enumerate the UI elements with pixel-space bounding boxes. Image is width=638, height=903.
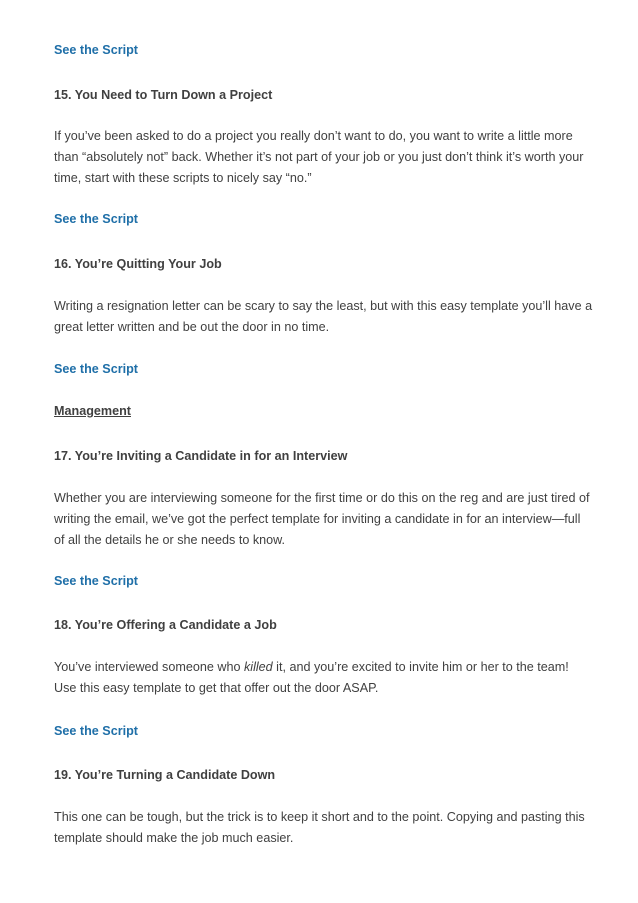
see-the-script-link-15[interactable]: See the Script: [54, 212, 138, 226]
paragraph-15: If you’ve been asked to do a project you really don’t want to do, you want to write a little more than “absolutely not” back. Whether it’s not part of your job or you just don’t think it’s worth your time, start with these scripts to nicely say “no.”: [54, 129, 584, 185]
paragraph-16: Writing a resignation letter can be scary to say the least, but with this easy template you’ll have a great letter written and be out the door in no time.: [54, 299, 593, 334]
heading-19: 19. You’re Turning a Candidate Down: [54, 768, 276, 782]
see-the-script-link-16[interactable]: See the Script: [54, 362, 138, 376]
paragraph-17: Whether you are interviewing someone for the first time or do this on the reg and are just tired of writing the email, we’ve got the perfect template for inviting a candidate in for an interview—full of all the details he or she needs to know.: [54, 491, 590, 547]
paragraph-18-emphasis: killed: [243, 660, 273, 674]
paragraph-18-text-start: You’ve interviewed someone who: [54, 660, 244, 674]
paragraph-18: [54, 657, 594, 699]
see-the-script-link-14[interactable]: See the Script: [54, 43, 138, 57]
heading-18: 18. You’re Offering a Candidate a Job: [54, 618, 277, 632]
paragraph-19: This one can be tough, but the trick is to keep it short and to the point. Copying and pasting this template should make the job much easier.: [54, 810, 585, 845]
heading-17: 17. You’re Inviting a Candidate in for an Interview: [54, 449, 348, 463]
paragraph-18-text-end: it, and you’re excited to invite him or her to the team! Use this easy template to get that offer out the door ASAP.: [54, 660, 569, 695]
heading-16: 16. You’re Quitting Your Job: [54, 257, 222, 271]
see-the-script-link-18[interactable]: See the Script: [54, 724, 138, 738]
heading-15: 15. You Need to Turn Down a Project: [54, 88, 273, 102]
section-heading-management: Management: [54, 404, 131, 418]
see-the-script-link-17[interactable]: See the Script: [54, 574, 138, 588]
